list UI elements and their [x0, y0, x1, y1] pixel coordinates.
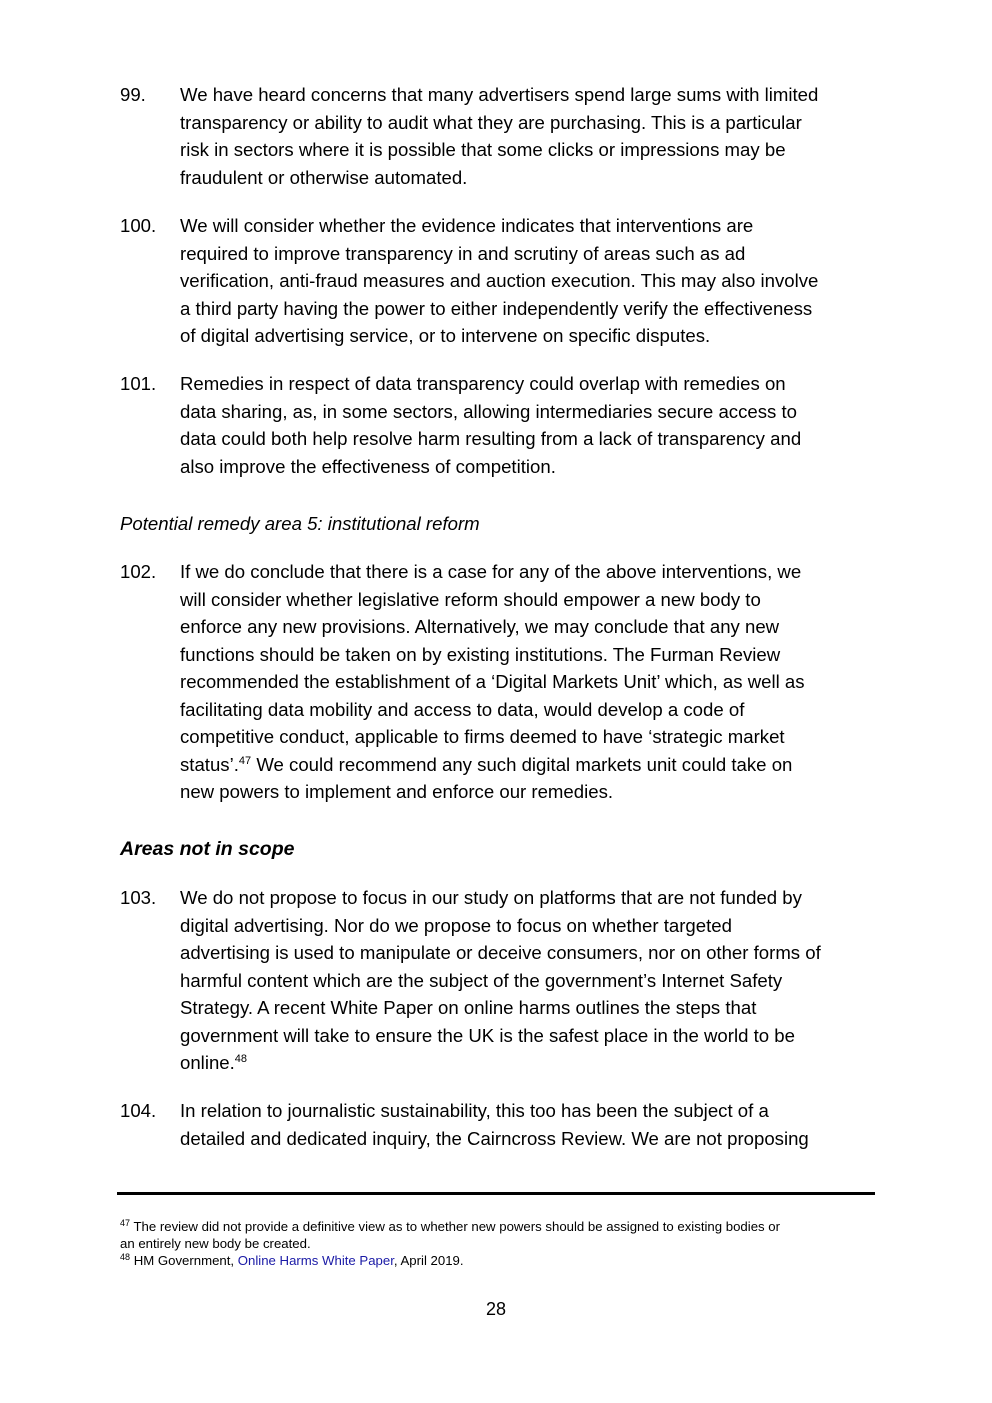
text-line: a third party having the power to either independently verify the effectiveness [180, 297, 813, 319]
text-line: also improve the effectiveness of competition. [180, 455, 556, 477]
online-harms-white-paper-link[interactable]: Online Harms White Paper [237, 1253, 394, 1268]
text-fragment: online. [180, 1052, 235, 1073]
text-fragment: We could recommend any such digital markets unit could take on [251, 753, 793, 775]
text-line [180, 751, 880, 779]
paragraph-text [180, 884, 880, 1077]
footnotes [120, 1218, 880, 1269]
text-line: competitive conduct, applicable to firms deemed to have ‘strategic market [180, 726, 785, 747]
text-line: We will consider whether the evidence indicates that interventions are [180, 215, 754, 236]
footnote-marker: 48 [120, 1252, 131, 1262]
footnote-text: HM Government, [133, 1253, 238, 1268]
text-line: data sharing, as, in some sectors, allowing intermediaries secure access to [180, 400, 797, 422]
text-line: Strategy. A recent White Paper on online harms outlines the steps that [180, 997, 757, 1018]
paragraph-number: 99. [120, 84, 146, 105]
section-subheading: Potential remedy area 5: institutional reform [120, 513, 480, 534]
footnote-line [120, 1252, 880, 1269]
paragraph-text [180, 1097, 880, 1152]
paragraph-number: 102. [120, 561, 157, 582]
text-line: government will take to ensure the UK is the safest place in the world to be [180, 1024, 795, 1046]
text-line: fraudulent or otherwise automated. [180, 166, 468, 188]
text-line: functions should be taken on by existing institutions. The Furman Review [180, 643, 781, 665]
text-line: risk in sectors where it is possible that some clicks or impressions may be [180, 139, 786, 160]
text-line: enforce any new provisions. Alternatively, we may conclude that any new [180, 616, 780, 637]
text-line: We have heard concerns that many advertisers spend large sums with limited [180, 84, 819, 105]
text-line: If we do conclude that there is a case for any of the above interventions, we [180, 561, 802, 582]
paragraph-text [180, 558, 880, 806]
text-line: of digital advertising service, or to intervene on specific disputes. [180, 325, 711, 346]
text-line: data could both help resolve harm resulting from a lack of transparency and [180, 428, 802, 449]
text-line: verification, anti-fraud measures and auction execution. This may also involve [180, 270, 819, 291]
paragraph-text [180, 81, 880, 191]
footnote-ref-47[interactable]: 47 [238, 754, 252, 767]
footnote-text: , April 2019. [393, 1253, 464, 1268]
footnote-separator [117, 1192, 875, 1195]
footnote-text: The review did not provide a definitive view as to whether new powers should be assigned to existing bodies or [133, 1219, 781, 1234]
footnote-line: an entirely new body be created. [120, 1236, 311, 1251]
text-line: harmful content which are the subject of the government’s Internet Safety [180, 969, 783, 991]
text-line [180, 1049, 880, 1077]
paragraph-number: 103. [120, 887, 157, 908]
footnote-47 [120, 1218, 880, 1252]
text-line: required to improve transparency in and scrutiny of areas such as ad [180, 242, 746, 264]
text-line: In relation to journalistic sustainability, this too has been the subject of a [180, 1100, 769, 1121]
paragraph-number: 101. [120, 373, 157, 394]
paragraph-number: 100. [120, 215, 157, 236]
page-number: 28 [485, 1299, 507, 1319]
footnote-marker: 47 [120, 1218, 131, 1228]
text-line: advertising is used to manipulate or deceive consumers, nor on other forms of [180, 942, 821, 963]
text-line: Remedies in respect of data transparency could overlap with remedies on [180, 373, 786, 394]
paragraph-text [180, 212, 880, 350]
footnote-ref-48[interactable]: 48 [234, 1053, 248, 1065]
text-line: digital advertising. Nor do we propose to focus on whether targeted [180, 914, 732, 936]
text-line: will consider whether legislative reform should empower a new body to [180, 588, 761, 610]
text-line: We do not propose to focus in our study on platforms that are not funded by [180, 887, 802, 908]
text-line: new powers to implement and enforce our remedies. [180, 781, 614, 802]
paragraph-number: 104. [120, 1100, 157, 1121]
text-line: facilitating data mobility and access to data, would develop a code of [180, 698, 745, 720]
text-fragment: status’. [180, 753, 239, 775]
footnote-48 [120, 1252, 880, 1269]
text-line: recommended the establishment of a ‘Digital Markets Unit’ which, as well as [180, 671, 805, 692]
section-heading: Areas not in scope [120, 838, 295, 860]
footnote-line [120, 1218, 880, 1235]
text-line: detailed and dedicated inquiry, the Cairncross Review. We are not proposing [180, 1127, 809, 1149]
paragraph-text [180, 370, 880, 480]
text-line: transparency or ability to audit what they are purchasing. This is a particular [180, 111, 802, 133]
